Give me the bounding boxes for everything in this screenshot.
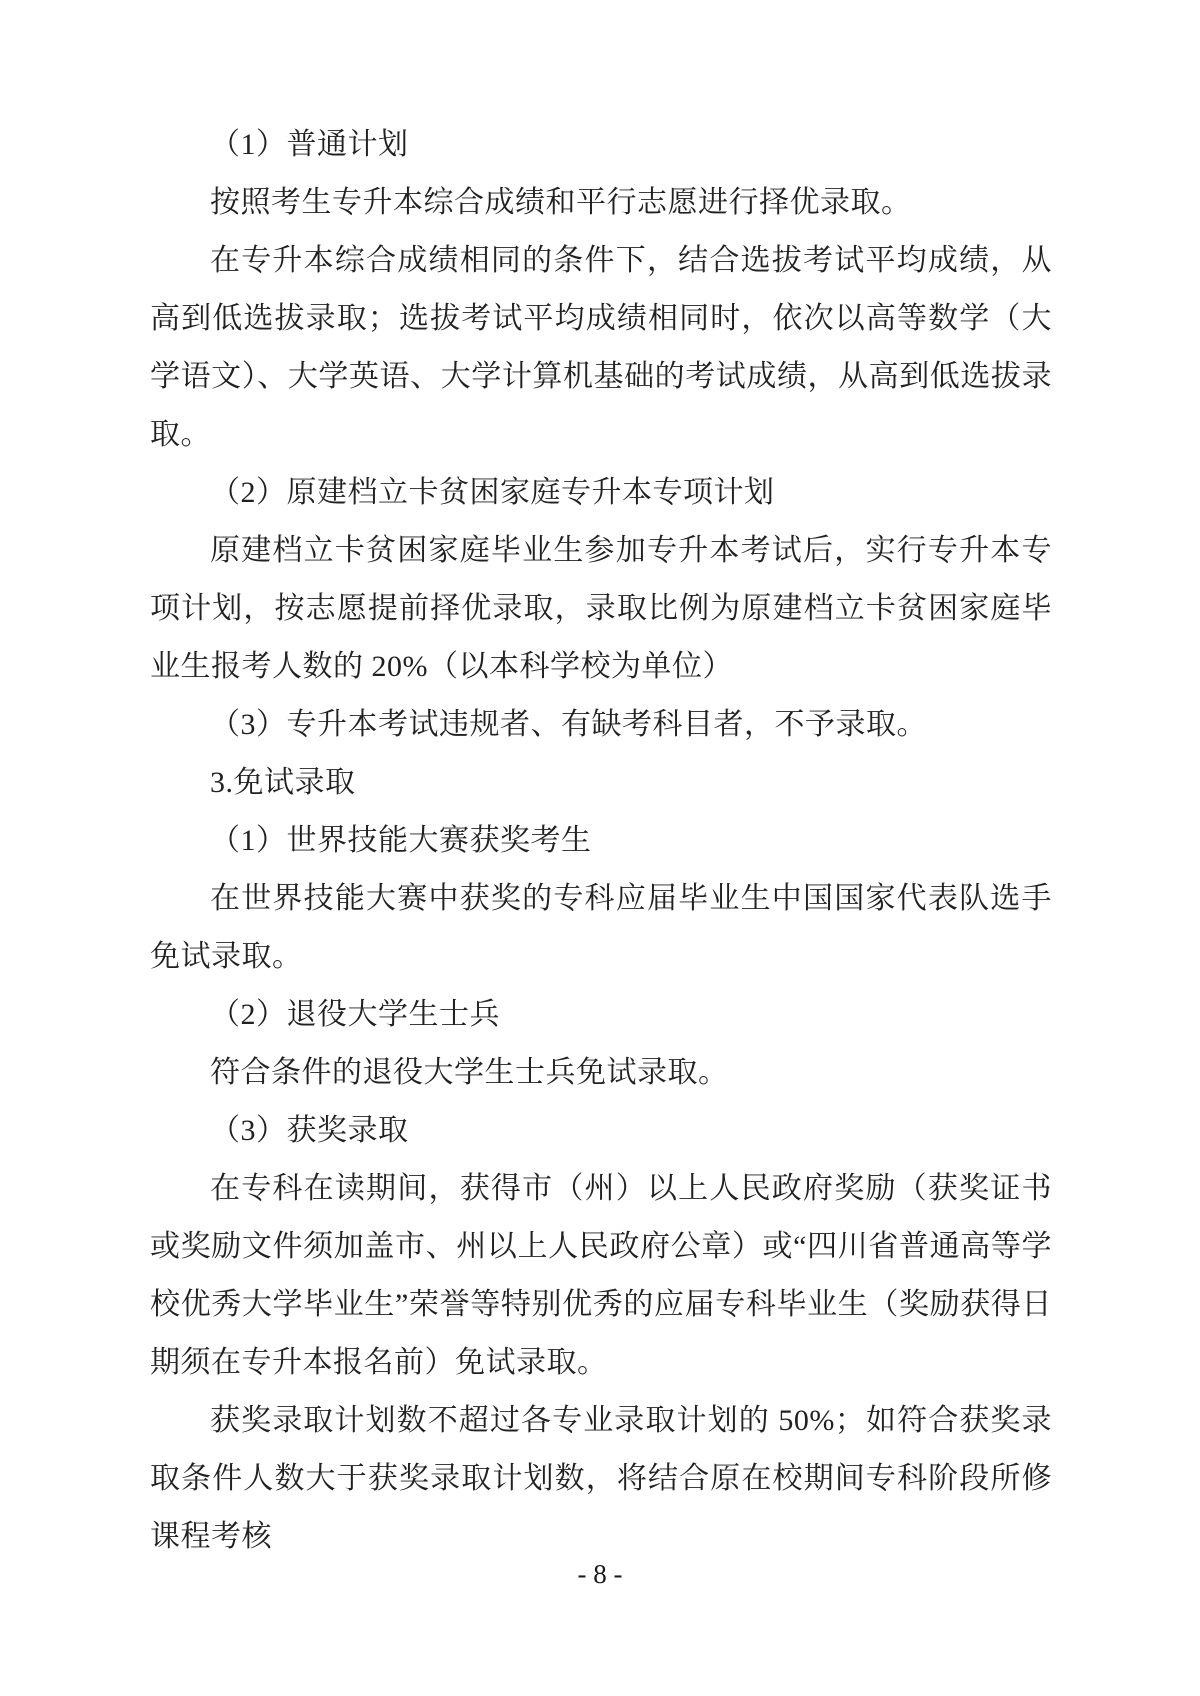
paragraph-veteran-body: 符合条件的退役大学生士兵免试录取。 bbox=[210, 1056, 729, 1089]
paragraph-heading-plan-1: （1）普通计划 bbox=[210, 128, 409, 161]
paragraph-award-quota: 获奖录取计划数不超过各专业录取计划的 50%；如符合获奖录取条件人数大于获奖录取计划数，将结合原在校期间专科阶段所修课程考核 bbox=[150, 1404, 1052, 1553]
paragraph-plan-2-body: 原建档立卡贫困家庭毕业生参加专升本考试后，实行专升本专项计划，按志愿提前择优录取，录取比例为原建档立卡贫困家庭毕业生报考人数的 20%（以本科学校为单位） bbox=[150, 534, 1052, 683]
paragraph-heading-worldskills: （1）世界技能大赛获奖考生 bbox=[210, 824, 592, 857]
paragraph-heading-plan-2: （2）原建档立卡贫困家庭专升本专项计划 bbox=[210, 476, 775, 509]
document-body bbox=[150, 116, 1052, 1566]
paragraph-plan-1-body: 按照考生专升本综合成绩和平行志愿进行择优录取。 bbox=[210, 186, 912, 219]
paragraph-award-body: 在专科在读期间，获得市（州）以上人民政府奖励（获奖证书或奖励文件须加盖市、州以上人民政府公章）或“四川省普通高等学校优秀大学毕业生”荣誉等特别优秀的应届专科毕业生（奖励获得日期须在专升本报名前）免试录取。 bbox=[150, 1172, 1052, 1379]
paragraph-heading-exempt-admission: 3.免试录取 bbox=[210, 766, 356, 799]
paragraph-heading-award-admission: （3）获奖录取 bbox=[210, 1114, 409, 1147]
page-number: - 8 - bbox=[577, 1559, 623, 1589]
paragraph-worldskills-body: 在世界技能大赛中获奖的专科应届毕业生中国国家代表队选手免试录取。 bbox=[150, 882, 1052, 973]
paragraph-plan-1-tiebreak: 在专升本综合成绩相同的条件下，结合选拔考试平均成绩，从高到低选拔录取；选拔考试平均成绩相同时，依次以高等数学（大学语文）、大学英语、大学计算机基础的考试成绩，从高到低选拔录取。 bbox=[150, 244, 1052, 451]
paragraph-heading-veteran: （2）退役大学生士兵 bbox=[210, 998, 500, 1031]
paragraph-rule-3: （3）专升本考试违规者、有缺考科目者，不予录取。 bbox=[210, 708, 927, 741]
